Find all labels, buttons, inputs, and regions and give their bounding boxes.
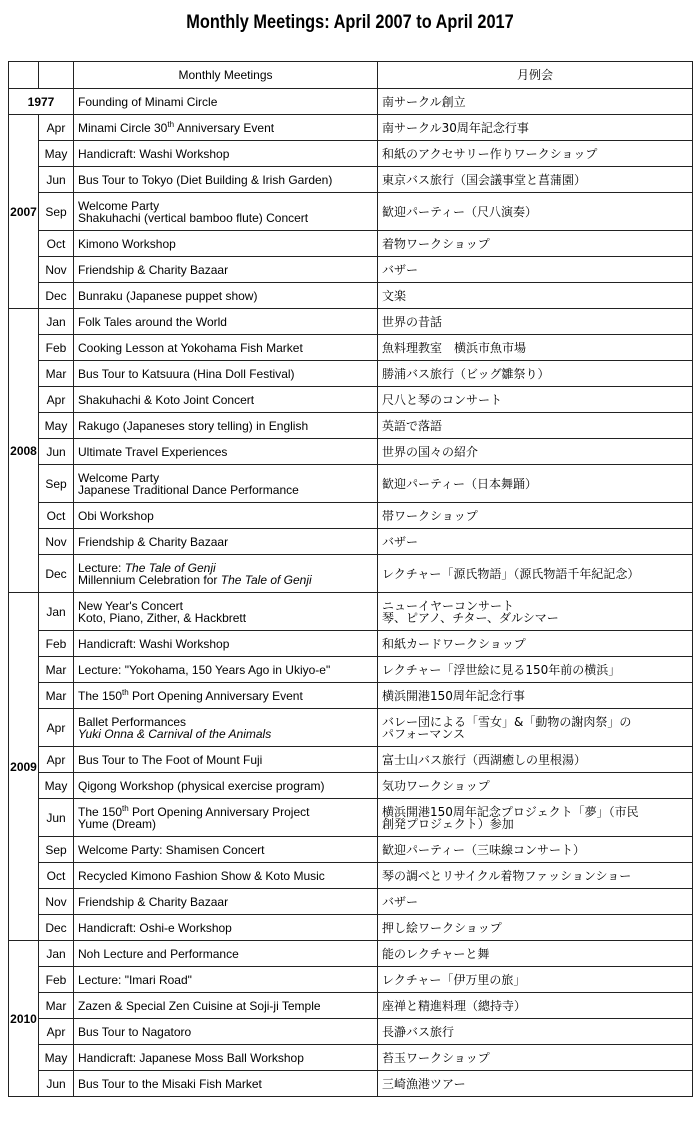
month-cell: Jun <box>39 167 74 193</box>
header-english: Monthly Meetings <box>74 62 378 89</box>
table-row <box>9 387 693 413</box>
table-row <box>9 837 693 863</box>
event-english: Welcome Party Shakuhachi (vertical bamboo flute) Concert <box>74 193 378 231</box>
event-english: Shakuhachi & Koto Joint Concert <box>74 387 378 413</box>
event-english: Friendship & Charity Bazaar <box>74 889 378 915</box>
month-cell: Jun <box>39 1071 74 1097</box>
month-cell: Feb <box>39 335 74 361</box>
table-row <box>9 915 693 941</box>
header-year <box>9 62 39 89</box>
event-english: Handicraft: Japanese Moss Ball Workshop <box>74 1045 378 1071</box>
event-japanese: 三崎漁港ツアー <box>378 1071 693 1097</box>
month-cell: Mar <box>39 993 74 1019</box>
table-row <box>9 657 693 683</box>
table-row <box>9 167 693 193</box>
month-cell: Jan <box>39 941 74 967</box>
month-cell: Jan <box>39 309 74 335</box>
header-japanese: 月例会 <box>378 62 693 89</box>
event-english: Lecture: "Yokohama, 150 Years Ago in Ukiyo-e" <box>74 657 378 683</box>
event-japanese: バザー <box>378 889 693 915</box>
event-japanese: 横浜開港150周年記念行事 <box>378 683 693 709</box>
event-english: Kimono Workshop <box>74 231 378 257</box>
event-japanese: 苔玉ワークショップ <box>378 1045 693 1071</box>
table-row <box>9 309 693 335</box>
event-japanese: 気功ワークショップ <box>378 773 693 799</box>
meetings-table <box>8 61 693 1097</box>
month-cell: Dec <box>39 555 74 593</box>
event-english: Handicraft: Washi Workshop <box>74 631 378 657</box>
table-row <box>9 89 693 115</box>
month-cell: Oct <box>39 231 74 257</box>
month-cell: Mar <box>39 683 74 709</box>
event-japanese: レクチャー「源氏物語」（源氏物語千年紀記念） <box>378 555 693 593</box>
table-row <box>9 941 693 967</box>
event-english: Minami Circle 30th Anniversary Event <box>74 115 378 141</box>
event-japanese: 和紙のアクセサリー作りワークショップ <box>378 141 693 167</box>
event-japanese: 押し絵ワークショップ <box>378 915 693 941</box>
table-row <box>9 555 693 593</box>
event-japanese: 歓迎パーティー（尺八演奏） <box>378 193 693 231</box>
month-cell: Oct <box>39 863 74 889</box>
event-english: Bus Tour to Katsuura (Hina Doll Festival) <box>74 361 378 387</box>
table-row <box>9 683 693 709</box>
event-japanese: 英語で落語 <box>378 413 693 439</box>
event-english: Friendship & Charity Bazaar <box>74 257 378 283</box>
month-cell: Feb <box>39 967 74 993</box>
event-japanese: 南サークル創立 <box>378 89 693 115</box>
event-english: Handicraft: Oshi-e Workshop <box>74 915 378 941</box>
event-english: Qigong Workshop (physical exercise program) <box>74 773 378 799</box>
event-english: Lecture: "Imari Road" <box>74 967 378 993</box>
event-english: Bunraku (Japanese puppet show) <box>74 283 378 309</box>
month-cell: May <box>39 413 74 439</box>
event-japanese: 横浜開港150周年記念プロジェクト「夢」（市民 創発プロジェクト）参加 <box>378 799 693 837</box>
event-english: Noh Lecture and Performance <box>74 941 378 967</box>
table-row <box>9 115 693 141</box>
table-row <box>9 465 693 503</box>
event-english: Bus Tour to Tokyo (Diet Building & Irish Garden) <box>74 167 378 193</box>
month-cell: Nov <box>39 257 74 283</box>
page-title: Monthly Meetings: April 2007 to April 2017 <box>186 12 514 33</box>
month-cell: Feb <box>39 631 74 657</box>
table-row <box>9 1045 693 1071</box>
event-japanese: バザー <box>378 529 693 555</box>
table-row <box>9 439 693 465</box>
month-cell: May <box>39 141 74 167</box>
event-english: Handicraft: Washi Workshop <box>74 141 378 167</box>
event-japanese: 魚料理教室 横浜市魚市場 <box>378 335 693 361</box>
table-row <box>9 283 693 309</box>
event-english: Founding of Minami Circle <box>74 89 378 115</box>
table-row <box>9 863 693 889</box>
table-row <box>9 967 693 993</box>
month-cell: Dec <box>39 915 74 941</box>
event-english: Welcome Party Japanese Traditional Dance Performance <box>74 465 378 503</box>
month-cell: Apr <box>39 387 74 413</box>
event-japanese: 着物ワークショップ <box>378 231 693 257</box>
event-japanese: バザー <box>378 257 693 283</box>
month-cell: May <box>39 1045 74 1071</box>
month-cell: Sep <box>39 193 74 231</box>
table-row <box>9 193 693 231</box>
year-cell: 2008 <box>9 309 39 593</box>
event-english: Ballet Performances Yuki Onna & Carnival of the Animals <box>74 709 378 747</box>
header-row <box>9 62 693 89</box>
year-cell: 2009 <box>9 593 39 941</box>
month-cell: Apr <box>39 747 74 773</box>
table-row <box>9 257 693 283</box>
event-english: Cooking Lesson at Yokohama Fish Market <box>74 335 378 361</box>
table-row <box>9 799 693 837</box>
event-english: Recycled Kimono Fashion Show & Koto Music <box>74 863 378 889</box>
month-cell: Oct <box>39 503 74 529</box>
month-cell: Apr <box>39 115 74 141</box>
table-row <box>9 529 693 555</box>
event-english: Friendship & Charity Bazaar <box>74 529 378 555</box>
event-english: The 150th Port Opening Anniversary Project Yume (Dream) <box>74 799 378 837</box>
event-japanese: 尺八と琴のコンサート <box>378 387 693 413</box>
event-english: Welcome Party: Shamisen Concert <box>74 837 378 863</box>
month-cell: Apr <box>39 1019 74 1045</box>
event-japanese: 世界の国々の紹介 <box>378 439 693 465</box>
event-japanese: 勝浦バス旅行（ビッグ雛祭り） <box>378 361 693 387</box>
table-row <box>9 631 693 657</box>
event-english: Bus Tour to Nagatoro <box>74 1019 378 1045</box>
event-japanese: 富士山バス旅行（西湖癒しの里根湯） <box>378 747 693 773</box>
table-row <box>9 141 693 167</box>
month-cell: Sep <box>39 837 74 863</box>
event-english: Zazen & Special Zen Cuisine at Soji-ji Temple <box>74 993 378 1019</box>
event-english: Rakugo (Japaneses story telling) in English <box>74 413 378 439</box>
event-english: New Year's Concert Koto, Piano, Zither, & Hackbrett <box>74 593 378 631</box>
month-cell: Dec <box>39 283 74 309</box>
month-cell: Jun <box>39 439 74 465</box>
event-english: Folk Tales around the World <box>74 309 378 335</box>
event-english: Bus Tour to The Foot of Mount Fuji <box>74 747 378 773</box>
month-cell: Apr <box>39 709 74 747</box>
event-japanese: 座禅と精進料理（總持寺） <box>378 993 693 1019</box>
event-japanese: 帯ワークショップ <box>378 503 693 529</box>
event-japanese: 能のレクチャーと舞 <box>378 941 693 967</box>
table-row <box>9 413 693 439</box>
event-english: Bus Tour to the Misaki Fish Market <box>74 1071 378 1097</box>
event-english: Obi Workshop <box>74 503 378 529</box>
table-row <box>9 1071 693 1097</box>
event-japanese: 歓迎パーティー（日本舞踊） <box>378 465 693 503</box>
table-row <box>9 503 693 529</box>
table-row <box>9 231 693 257</box>
table-row <box>9 335 693 361</box>
table-row <box>9 709 693 747</box>
event-japanese: 世界の昔話 <box>378 309 693 335</box>
month-cell: Mar <box>39 361 74 387</box>
table-row <box>9 1019 693 1045</box>
month-cell: May <box>39 773 74 799</box>
month-cell: Mar <box>39 657 74 683</box>
event-japanese: 和紙カードワークショップ <box>378 631 693 657</box>
event-japanese: バレー団による「雪女」&「動物の謝肉祭」の パフォーマンス <box>378 709 693 747</box>
table-row <box>9 361 693 387</box>
table-row <box>9 889 693 915</box>
month-cell: Nov <box>39 529 74 555</box>
table-row <box>9 747 693 773</box>
table-row <box>9 993 693 1019</box>
month-cell: Jun <box>39 799 74 837</box>
month-cell: Nov <box>39 889 74 915</box>
month-cell: Jan <box>39 593 74 631</box>
table-row <box>9 773 693 799</box>
event-japanese: 歓迎パーティー（三味線コンサート） <box>378 837 693 863</box>
header-month <box>39 62 74 89</box>
event-english: Lecture: The Tale of Genji Millennium Celebration for The Tale of Genji <box>74 555 378 593</box>
table-row <box>9 593 693 631</box>
event-japanese: レクチャー「伊万里の旅」 <box>378 967 693 993</box>
event-english: Ultimate Travel Experiences <box>74 439 378 465</box>
year-cell: 2007 <box>9 115 39 309</box>
month-cell: Sep <box>39 465 74 503</box>
event-japanese: 文楽 <box>378 283 693 309</box>
founding-year: 1977 <box>9 89 74 115</box>
event-japanese: 南サークル30周年記念行事 <box>378 115 693 141</box>
event-japanese: 長瀞バス旅行 <box>378 1019 693 1045</box>
event-japanese: 東京バス旅行（国会議事堂と菖蒲園） <box>378 167 693 193</box>
year-cell: 2010 <box>9 941 39 1097</box>
event-japanese: ニューイヤーコンサート 琴、ピアノ、チター、ダルシマー <box>378 593 693 631</box>
event-japanese: レクチャー「浮世絵に見る150年前の横浜」 <box>378 657 693 683</box>
event-japanese: 琴の調べとリサイクル着物ファッションショー <box>378 863 693 889</box>
event-english: The 150th Port Opening Anniversary Event <box>74 683 378 709</box>
